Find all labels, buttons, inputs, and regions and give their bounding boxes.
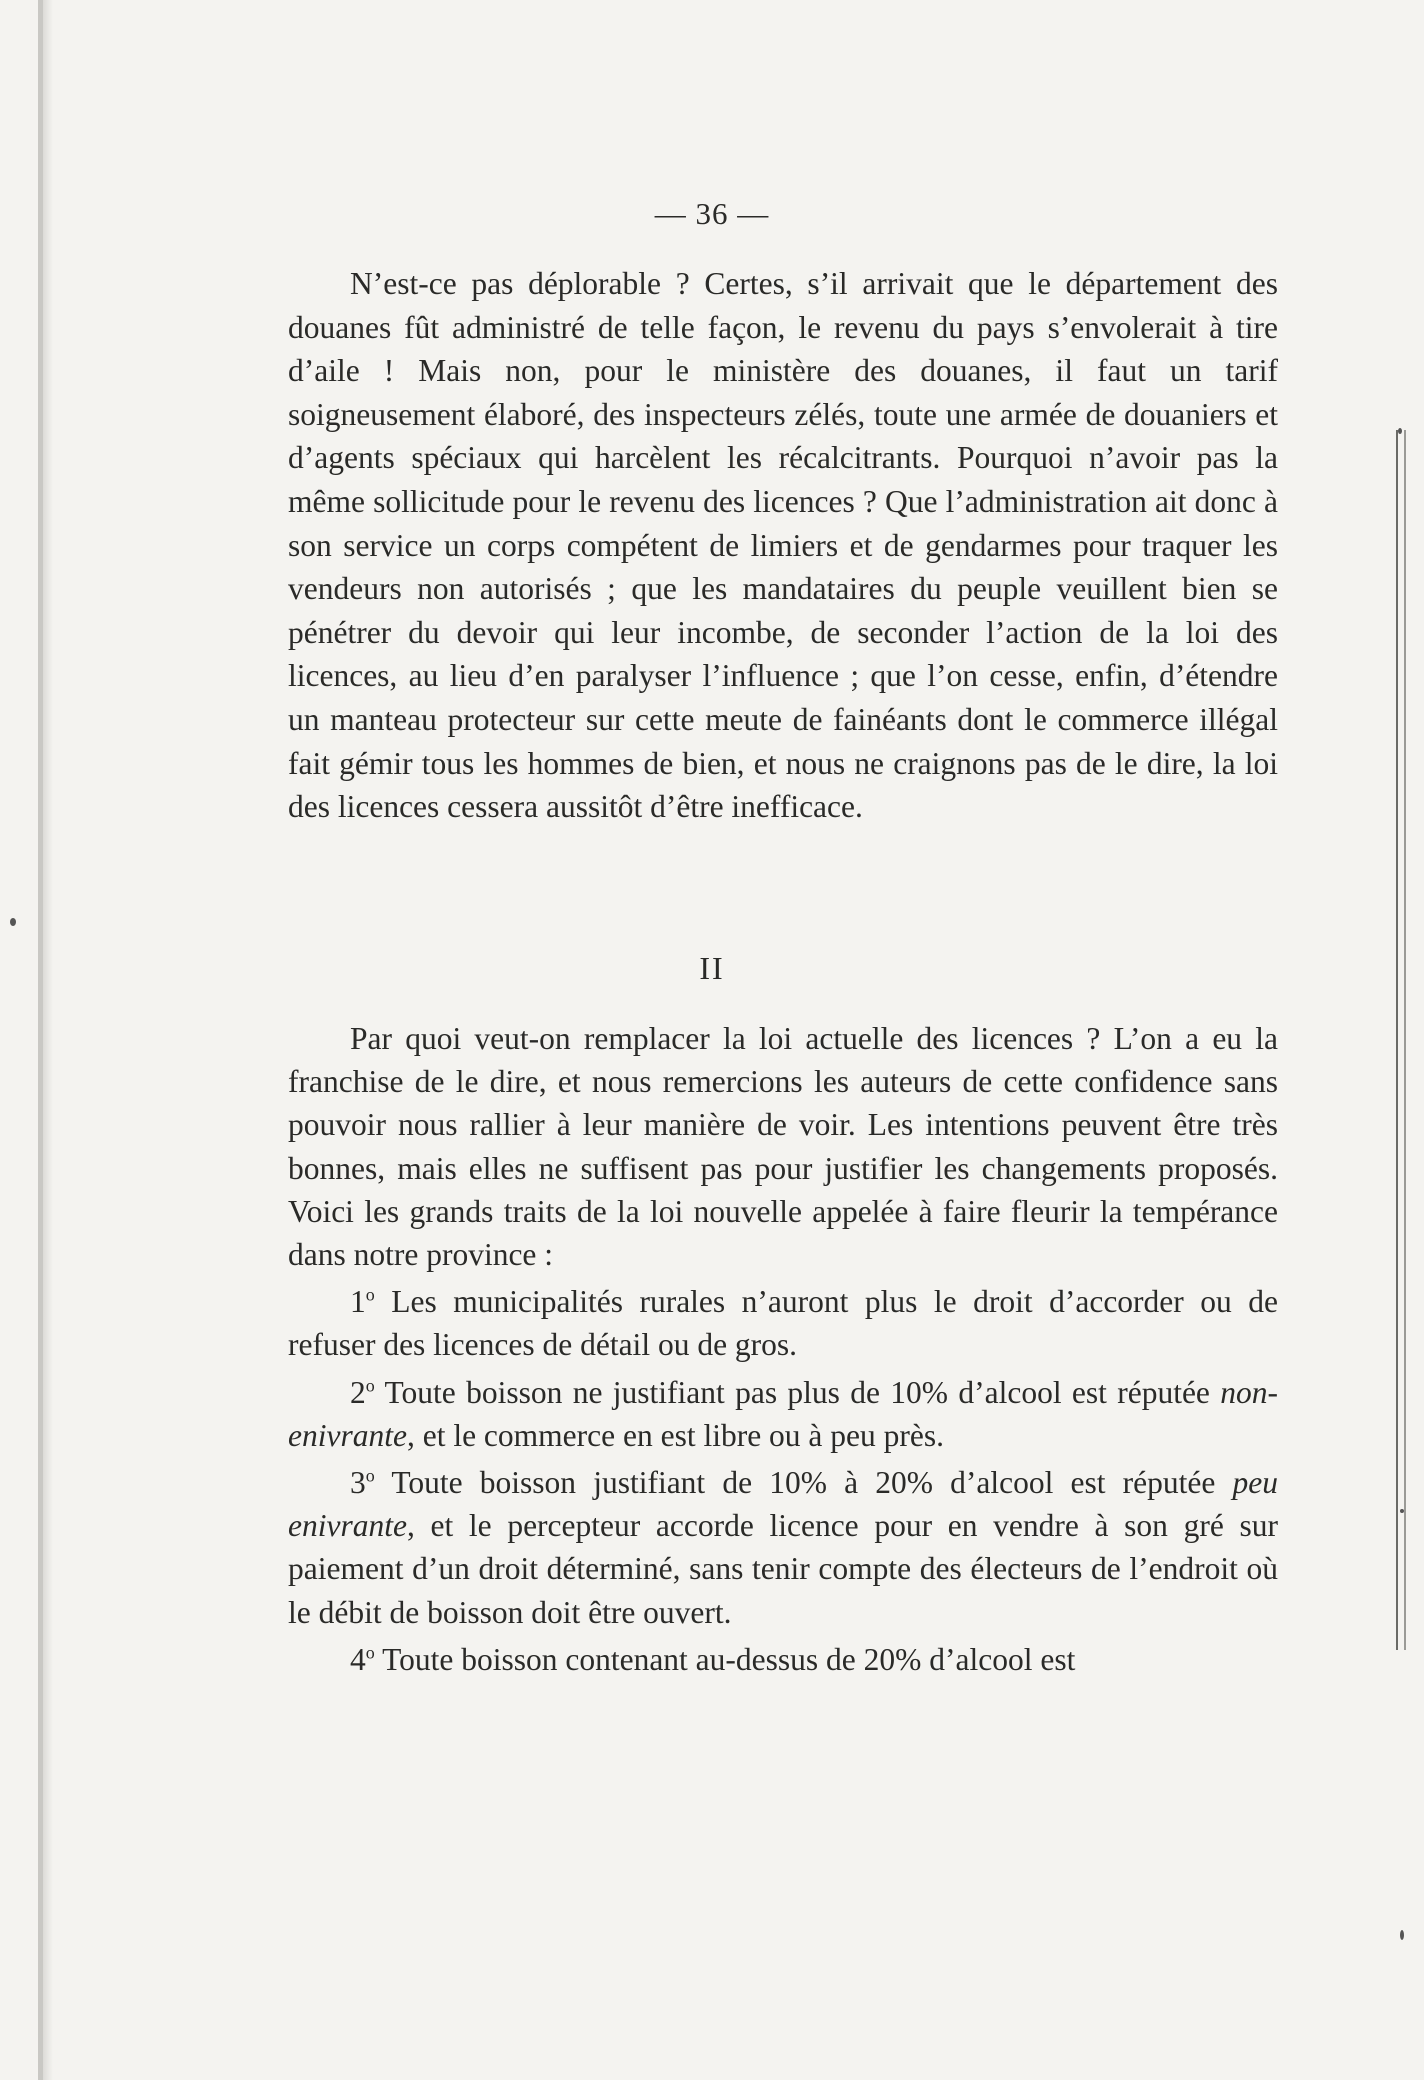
item-number: 2$^o$ <box>350 1374 375 1410</box>
page-edge-shadow <box>43 0 53 2080</box>
item-emphasis: peu enivrante <box>288 1465 1278 1544</box>
intro-paragraph: Par quoi veut-on remplacer la loi actuelle des licences ? L’on a eu la franchise de le dire, et nous remercions les auteurs de cette confidence sans pouvoir nous rallier à leur manière de voir. Les intentions peuvent être très bonnes, mais elles ne suffisent pas pour justifier les changements proposés. Voici les grands traits de la loi nouvelle appelée à faire fleurir la tempérance dans notre province : <box>288 1021 1278 1273</box>
item-text: Toute boisson justifiant de 10% à 20% d’alcool est réputée <box>391 1465 1216 1501</box>
scan-speck <box>1400 1509 1404 1513</box>
scan-speck <box>1400 1930 1404 1940</box>
list-item <box>288 1461 1278 1634</box>
scan-speck <box>10 918 16 926</box>
scan-speck <box>1398 428 1402 434</box>
item-text: Les municipalités rurales n’auront plus le droit d’accorder ou de refuser des licences de détail ou de gros. <box>288 1284 1278 1363</box>
item-number: 4$^o$ <box>350 1641 375 1677</box>
page-number: — 36 — <box>654 196 770 231</box>
item-text-continued: , et le commerce en est libre ou à peu près. <box>406 1417 944 1453</box>
item-number: 1$^o$ <box>350 1284 375 1320</box>
item-emphasis: non-enivrante <box>288 1374 1278 1453</box>
item-number: 3$^o$ <box>350 1465 375 1501</box>
section-two <box>288 1017 1278 1681</box>
list-item <box>288 1638 1278 1681</box>
item-text-continued: , et le percepteur accorde licence pour en vendre à son gré sur paiement d’un droit déterminé, sans tenir compte des électeurs de l’endroit où le débit de boisson doit être ouvert. <box>288 1508 1278 1630</box>
section-one <box>288 262 1278 829</box>
list-item <box>288 1280 1278 1366</box>
list-item <box>288 1371 1278 1457</box>
paragraph: N’est-ce pas déplorable ? Certes, s’il arrivait que le département des douanes fût administré de telle façon, le revenu du pays s’envolerait à tire d’aile ! Mais non, pour le ministère des douanes, il faut un tarif soigneusement élaboré, des inspecteurs zélés, toute une armée de douaniers et d’agents spéciaux qui harcèlent les récalcitrants. Pourquoi n’avoir pas la même sollicitude pour le revenu des licences ? Que l’administration ait donc à son service un corps compétent de limiers et de gendarmes pour traquer les vendeurs non autorisés ; que les mandataires du peuple veuillent bien se pénétrer du devoir qui leur incombe, de seconder l’action de la loi des licences, au lieu d’en paralyser l’influence ; que l’on cesse, enfin, d’étendre un manteau protecteur sur cette meute de fainéants dont le commerce illégal fait gémir tous les hommes de bien, et nous ne craignons pas de le dire, la loi des licences cessera aussitôt d’être inefficace. <box>288 266 1278 825</box>
section-heading: II <box>699 950 725 986</box>
binding-edge <box>1396 430 1406 1650</box>
item-text: Toute boisson contenant au-dessus de 20% d’alcool est <box>382 1641 1076 1677</box>
item-text: Toute boisson ne justifiant pas plus de 10% d’alcool est réputée <box>384 1374 1210 1410</box>
